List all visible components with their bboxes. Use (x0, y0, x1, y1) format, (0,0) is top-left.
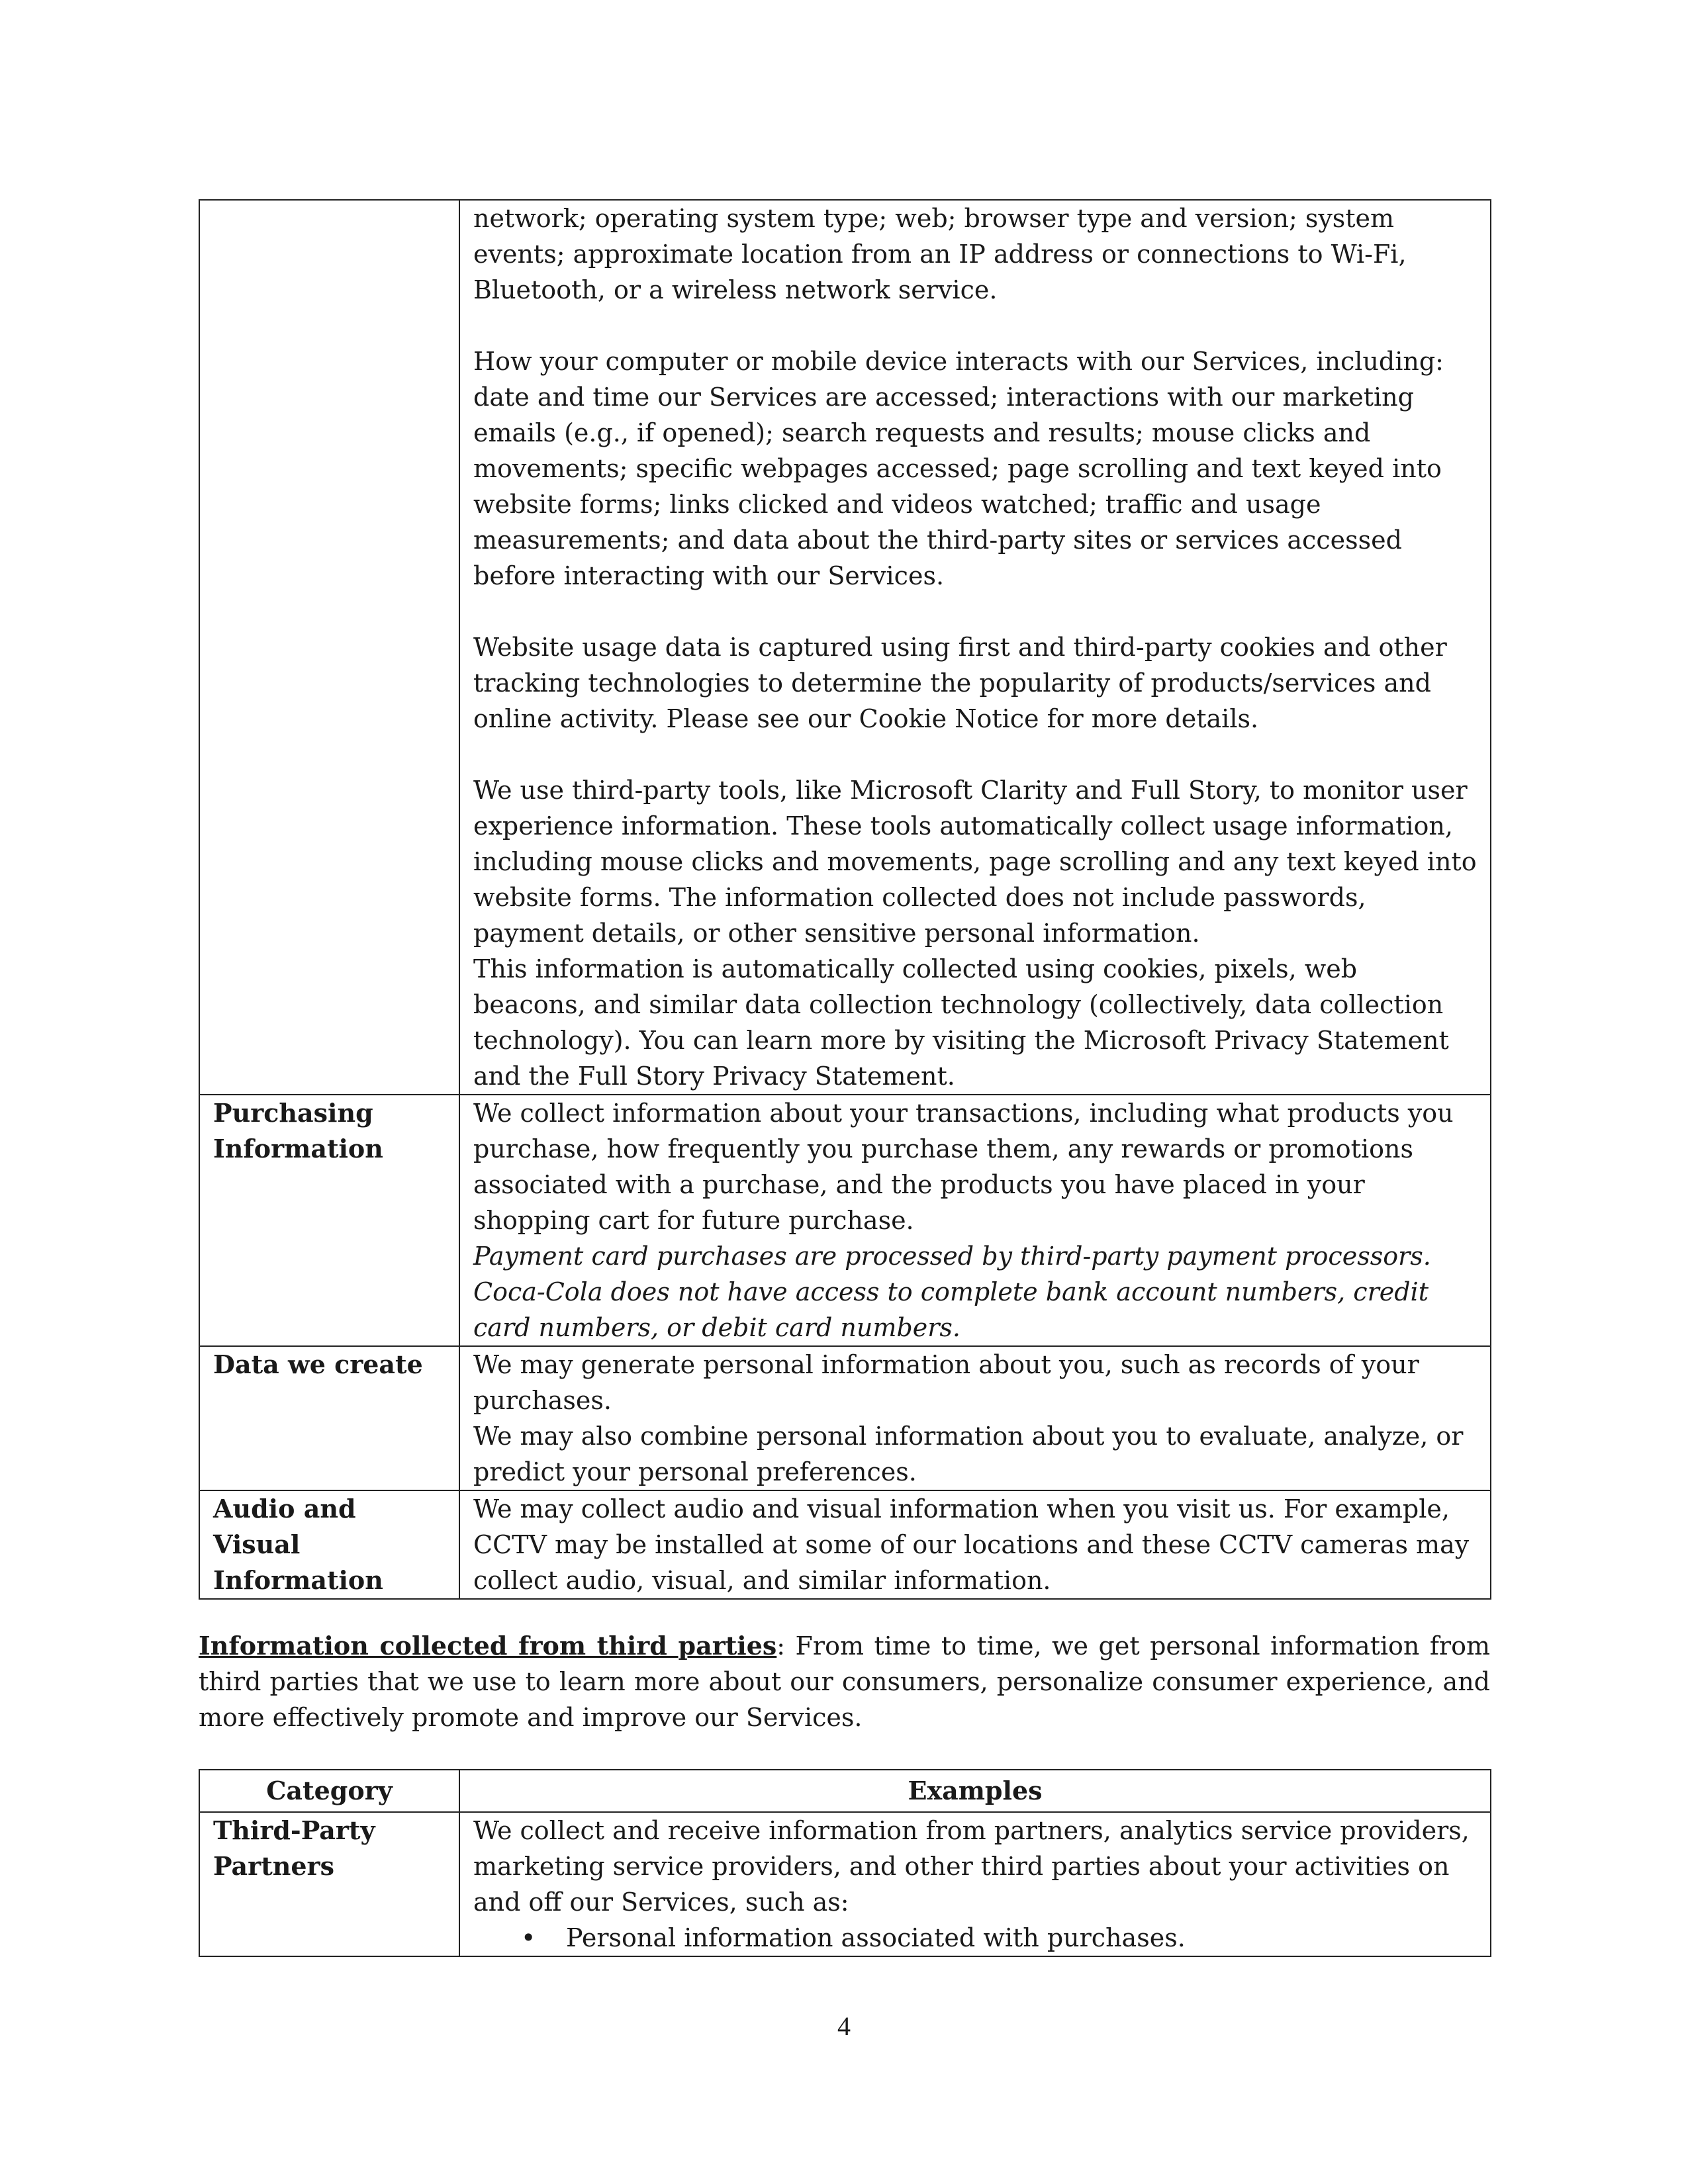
table-header-row (199, 1770, 1491, 1812)
bullet-list (473, 1920, 1477, 1956)
paragraph-device-interactions: How your computer or mobile device interacts with our Services, including: date and time our Services are accessed; interactions with our marketing emails (e.g., if opened); search requests and results; mouse clicks and movements; specific webpages accessed; page scrolling and text keyed into website forms; links clicked and videos watched; traffic and usage measurements; and data about the third-party sites or services accessed before interacting with our Services. (473, 347, 1444, 590)
paragraph-third-party-tools: We use third-party tools, like Microsoft Clarity and Full Story, to monitor user experience information. These tools automatically collect usage information, including mouse clicks and movements, page scrolling and any text keyed into website forms. The information collected does not include passwords, payment details, or other sensitive personal information. (473, 776, 1477, 948)
third-party-info-table (199, 1769, 1491, 1957)
table-row (199, 200, 1491, 1095)
paragraph-combined-info: We may also combine personal information about you to evaluate, analyze, or predict your personal preferences. (473, 1422, 1464, 1486)
paragraph-partner-info: We collect and receive information from partners, analytics service providers, marketing service providers, and other third parties about your activities on and off our Services, such as: (473, 1816, 1470, 1917)
paragraph-collection-technology: This information is automatically collected using cookies, pixels, web beacons, and similar data collection technology (collectively, data collection technology). You can learn more by visiting the Microsoft Privacy Statement and the Full Story Privacy Statement. (473, 954, 1449, 1091)
list-item: • Personal information associated with purchases. (566, 1920, 1477, 1956)
paragraph-generated-info: We may generate personal information about you, such as records of your purchases. (473, 1350, 1419, 1415)
personal-info-table-continued (199, 199, 1491, 1600)
examples-cell (459, 1346, 1491, 1490)
category-cell: Audio and Visual Information (199, 1490, 459, 1599)
category-cell (199, 200, 459, 1095)
category-cell: Purchasing Information (199, 1095, 459, 1346)
examples-cell (459, 1812, 1491, 1956)
page-number: 4 (837, 2011, 851, 2041)
paragraph-purchasing: We collect information about your transactions, including what products you purchase, how frequently you purchase them, any rewards or promotions associated with a purchase, and the products you have placed in your shopping cart for future purchase. (473, 1099, 1454, 1235)
examples-cell (459, 1490, 1491, 1599)
column-header-category: Category (199, 1770, 459, 1812)
table-row (199, 1490, 1491, 1599)
table-row (199, 1812, 1491, 1956)
paragraph-audio-visual: We may collect audio and visual information when you visit us. For example, CCTV may be installed at some of our locations and these CCTV cameras may collect audio, visual, and similar information. (473, 1494, 1470, 1595)
table-row (199, 1346, 1491, 1490)
category-cell: Third-Party Partners (199, 1812, 459, 1956)
paragraph-payment-note: Payment card purchases are processed by third-party payment processors. Coca-Cola does not have access to complete bank account numbers, credit card numbers, or debit card numbers. (473, 1242, 1431, 1342)
table-row (199, 1095, 1491, 1346)
paragraph-device-info: network; operating system type; web; browser type and version; system events; approximate location from an IP address or connections to Wi-Fi, Bluetooth, or a wireless network service. (473, 204, 1407, 304)
section-heading: Information collected from third parties (199, 1631, 777, 1661)
column-header-examples: Examples (459, 1770, 1491, 1812)
paragraph-website-usage: Website usage data is captured using first and third-party cookies and other tracking technologies to determine the popularity of products/services and online activity. Please see our Cookie Notice for more details. (473, 633, 1447, 733)
examples-cell (459, 200, 1491, 1095)
third-parties-section-intro (199, 1628, 1490, 1735)
section-text: : From time to time, we get personal information from third parties that we use to learn more about our consumers, personalize consumer experience, and more effectively promote and improve our Services. (199, 1631, 1490, 1732)
category-cell: Data we create (199, 1346, 459, 1490)
examples-cell (459, 1095, 1491, 1346)
